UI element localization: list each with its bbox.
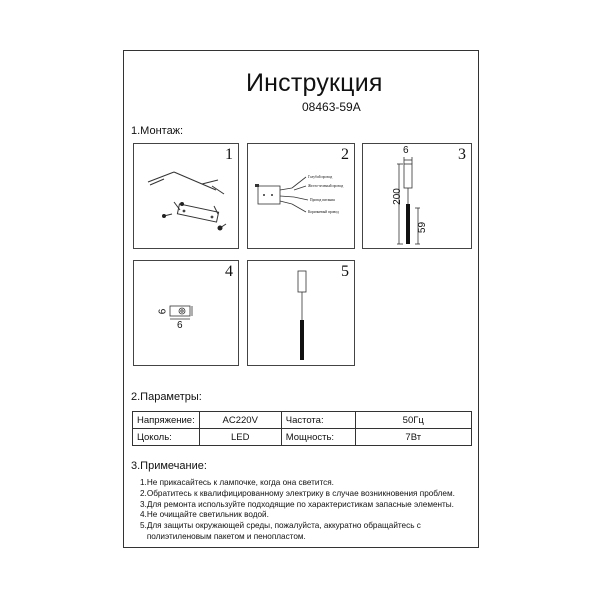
param-value: AC220V: [199, 412, 281, 429]
section-notes-heading: 3.Примечание:: [131, 460, 207, 472]
wiring-drawing: [248, 144, 354, 248]
note-item: 2.Обратитесь к квалифицированному электрику в случае возникновения проблем.: [140, 488, 455, 498]
figure-number: 3: [458, 146, 466, 163]
section-mounting-heading: 1.Монтаж:: [131, 125, 184, 137]
figure-number: 4: [225, 263, 233, 280]
note-item: полиэтиленовым пакетом и пенопластом.: [140, 531, 306, 541]
notes-list: [140, 478, 455, 543]
wire-label-blue: Голубой провод: [308, 175, 333, 179]
section-params-heading: 2.Параметры:: [131, 391, 202, 403]
ceiling-mount-drawing: [134, 144, 238, 248]
dimension-tube-length: 59: [417, 221, 429, 234]
note-item: 5.Для защиты окружающей среды, пожалуйста, аккуратно обращайтесь с: [140, 521, 421, 531]
dimension-total-length: 200: [391, 188, 403, 205]
figure-5: [247, 260, 355, 366]
table-row: [133, 429, 472, 446]
wire-label-yellow-green: Желто-зеленый провод: [308, 184, 344, 188]
param-label: Напряжение:: [133, 412, 200, 429]
figure-number: 1: [225, 146, 233, 163]
figure-number: 5: [341, 263, 349, 280]
param-value: LED: [199, 429, 281, 446]
table-row: [133, 412, 472, 429]
param-value: 50Гц: [355, 412, 471, 429]
note-item: 1.Не прикасайтесь к лампочке, когда она светится.: [140, 478, 334, 487]
base-detail-drawing: [134, 261, 238, 365]
note-item: 3.Для ремонта используйте подходящие по характеристикам запасные элементы.: [140, 499, 454, 509]
param-value: 7Вт: [355, 429, 471, 446]
parameters-table: [132, 411, 472, 446]
page-title: Инструкция: [246, 69, 383, 97]
param-label: Цоколь:: [133, 429, 200, 446]
figure-3: [362, 143, 472, 249]
dimension-b: 6: [177, 320, 183, 331]
assembled-lamp-drawing: [248, 261, 354, 365]
dimension-width: 6: [403, 145, 409, 156]
wire-label-power: Провод питания: [310, 198, 335, 202]
instruction-sheet: [123, 50, 479, 548]
param-label: Частота:: [281, 412, 355, 429]
param-label: Мощность:: [281, 429, 355, 446]
figure-number: 2: [341, 146, 349, 163]
note-item: 4.Не очищайте светильник водой.: [140, 510, 269, 520]
model-number: 08463-59A: [302, 100, 361, 114]
figure-4: [133, 260, 239, 366]
figure-1: [133, 143, 239, 249]
dimension-a: 6: [157, 308, 169, 315]
figure-2: [247, 143, 355, 249]
wire-label-brown: Коричневый провод: [308, 210, 339, 214]
